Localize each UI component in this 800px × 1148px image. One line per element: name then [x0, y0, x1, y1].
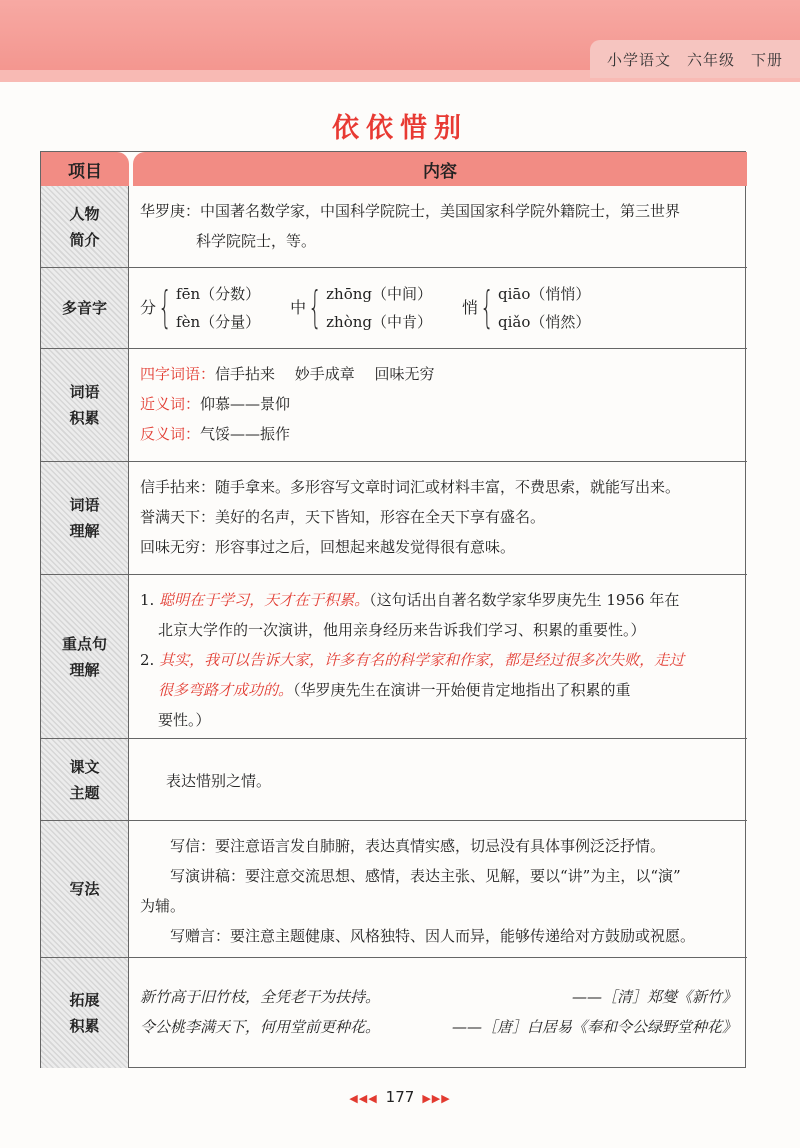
label-line: 人物 [69, 204, 100, 223]
book-info-text: 小学语文 六年级 下册 [606, 50, 783, 69]
content-line: 誉满天下：美好的名声，天下皆知，形容在全天下享有盛名。 [140, 508, 546, 526]
label-line: 课文 [69, 757, 100, 776]
vocab-tag: 反义词： [140, 425, 201, 443]
row-content [130, 575, 747, 738]
content-line: 表达惜别之情。 [166, 771, 272, 790]
label-line: 理解 [69, 660, 100, 679]
label-line: 词语 [69, 383, 100, 401]
reading: qiāo（悄悄） [498, 285, 591, 303]
polyphone-char: 分 [140, 298, 157, 317]
row-content [130, 821, 747, 957]
quote-text: 新竹高于旧竹枝，全凭老干为扶持。 [140, 988, 381, 1006]
polyphone-group [290, 280, 432, 336]
label-line: 理解 [69, 522, 100, 540]
vocab-text: 仰慕——景仰 [200, 395, 291, 413]
key-sentence: 聪明在于学习，天才在于积累。 [159, 591, 370, 609]
row-content [130, 268, 747, 348]
table-row [41, 186, 747, 268]
content-line [140, 675, 737, 705]
header-item: 项目 [41, 152, 129, 186]
table-row [41, 349, 747, 462]
content-line: 北京大学作的一次演讲，他用亲身经历来告诉我们学习、积累的重要性。） [158, 621, 646, 639]
table-row [41, 821, 747, 958]
row-label [41, 958, 129, 1068]
content-line: 写演讲稿：要注意交流思想、感情，表达主张、见解，要以“讲”为主，以“演” [170, 867, 681, 885]
polyphone-group [140, 280, 260, 336]
content-line [140, 585, 737, 615]
content-line [140, 359, 737, 389]
label-line: 词语 [69, 496, 100, 514]
reading: zhòng（中肯） [326, 313, 432, 331]
summary-table [40, 151, 746, 1068]
row-content [130, 186, 747, 267]
row-label [41, 186, 129, 267]
quote-text: 令公桃李满天下，何用堂前更种花。 [140, 1018, 381, 1036]
brace-icon: { [480, 282, 494, 333]
label-line: 主题 [69, 783, 100, 802]
polyphone-list [140, 268, 737, 348]
reading: fēn（分数） [176, 285, 261, 303]
content-line: 信手拈来：随手拿来。多形容写文章时词汇或材料丰富，不费思索，就能写出来。 [140, 478, 681, 496]
key-sentence: 很多弯路才成功的。 [158, 681, 294, 699]
table-row [41, 462, 747, 575]
table-row [41, 739, 747, 821]
quote-source: ——［清］郑燮《新竹》 [571, 988, 737, 1006]
header-content: 内容 [133, 152, 747, 186]
row-label [41, 462, 129, 574]
item-number: 2. [140, 651, 155, 669]
item-number: 1. [140, 591, 155, 609]
row-content [130, 958, 747, 1068]
content-line: 华罗庚：中国著名数学家，中国科学院院士，美国国家科学院外籍院士，第三世界 [140, 202, 681, 220]
table-row [41, 268, 747, 349]
label-line: 重点句 [61, 634, 107, 653]
row-label [41, 821, 129, 957]
vocab-text: 气馁——振作 [200, 425, 291, 443]
left-arrows-icon: ◀◀◀ [349, 1092, 378, 1105]
book-info-tab [590, 40, 800, 78]
content-line [140, 419, 737, 449]
content-line [140, 389, 737, 419]
page-title: 依依惜别 [332, 113, 468, 144]
row-label [41, 575, 129, 738]
content-line: 回味无穷：形容事过之后，回想起来越发觉得很有意味。 [140, 538, 516, 556]
content-line [140, 645, 737, 675]
row-content [130, 349, 747, 461]
key-explanation: （华罗庚先生在演讲一开始便肯定地指出了积累的重 [293, 681, 631, 699]
label-line: 写法 [69, 880, 100, 898]
content-line: 写赠言：要注意主题健康、风格独特、因人而异，能够传递给对方鼓励或祝愿。 [170, 927, 696, 945]
polyphone-char: 悄 [461, 298, 478, 317]
reading: qiǎo（悄然） [498, 313, 591, 331]
content-line: 写信：要注意语言发自肺腑，表达真情实感，切忌没有具体事例泛泛抒情。 [170, 837, 666, 855]
polyphone-group [462, 280, 590, 336]
reading: fèn（分量） [176, 313, 261, 331]
vocab-text: 信手拈来 妙手成章 回味无穷 [215, 365, 435, 383]
row-label [41, 739, 129, 820]
content-line: 为辅。 [140, 897, 186, 915]
content-line: 科学院院士，等。 [196, 232, 317, 250]
polyphone-char: 中 [290, 298, 307, 317]
quote-source: ——［唐］白居易《奉和令公绿野堂种花》 [451, 1018, 737, 1036]
row-label [41, 349, 129, 461]
reading: zhōng（中间） [326, 285, 432, 303]
key-sentence: 其实，我可以告诉大家，许多有名的科学家和作家，都是经过很多次失败，走过 [159, 651, 685, 669]
label-line: 积累 [69, 1017, 100, 1035]
table-header [41, 152, 747, 186]
row-content [130, 462, 747, 574]
label-line: 拓展 [69, 991, 100, 1009]
quote-line [140, 1012, 737, 1042]
quote-line [140, 982, 737, 1012]
page-footer [0, 1088, 800, 1106]
row-content [130, 739, 747, 820]
row-label [41, 268, 129, 348]
label-line: 积累 [69, 409, 100, 427]
brace-icon: { [308, 282, 323, 333]
vocab-tag: 四字词语： [140, 365, 216, 383]
content-line: 要性。） [158, 711, 211, 729]
label-line: 简介 [69, 230, 100, 249]
right-arrows-icon: ▶▶▶ [422, 1092, 451, 1105]
key-explanation: （这句话出自著名数学家华罗庚先生 1956 年在 [369, 591, 680, 609]
label-line: 多音字 [61, 299, 107, 317]
table-row [41, 958, 747, 1068]
vocab-tag: 近义词： [140, 395, 201, 413]
page-number: 177 [385, 1088, 415, 1106]
table-row [41, 575, 747, 739]
brace-icon: { [158, 282, 173, 333]
